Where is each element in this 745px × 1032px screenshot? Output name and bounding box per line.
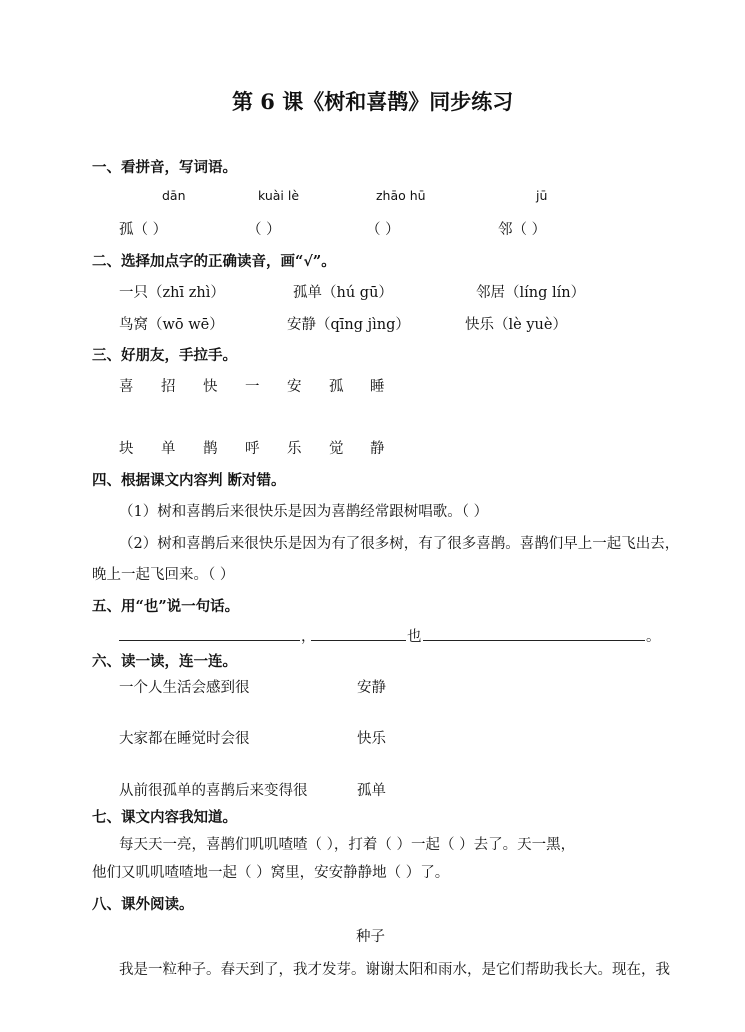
connect-left-1[interactable]: 一个人生活会感到很 <box>119 680 250 696</box>
sentence-blank-3[interactable] <box>423 640 645 641</box>
pinyin-2: kuài lè <box>258 188 300 203</box>
judge-question-2-cont[interactable]: 晚上一起飞回来。（ ） <box>92 567 235 583</box>
word-blank-2[interactable]: （ ） <box>247 222 281 238</box>
reading-line-1: 我是一粒种子。春天到了，我才发芽。谢谢太阳和雨水，是它们帮助我长大。现在，我 <box>119 962 670 978</box>
sentence-period: 。 <box>646 629 661 645</box>
connect-left-2[interactable]: 大家都在睡觉时会很 <box>119 731 250 747</box>
choice-4[interactable]: 鸟窝（wō wē） <box>119 317 224 333</box>
choice-5[interactable]: 安静（qīng jìng） <box>287 317 410 333</box>
match-char[interactable]: 块 <box>119 441 134 457</box>
word-blank-1[interactable]: 孤（ ） <box>119 222 168 238</box>
match-char[interactable]: 鹊 <box>203 441 218 457</box>
match-char[interactable]: 乐 <box>287 441 302 457</box>
match-char[interactable]: 安 <box>287 379 302 395</box>
page-title: 第 6 课《树和喜鹊》同步练习 <box>232 89 514 114</box>
word-blank-3[interactable]: （ ） <box>366 222 400 238</box>
choice-1[interactable]: 一只（zhī zhì） <box>119 285 225 301</box>
section-5-heading: 五、用“也”说一句话。 <box>92 598 240 615</box>
connect-right-2[interactable]: 快乐 <box>357 731 386 747</box>
section-8-heading: 八、课外阅读。 <box>92 896 194 913</box>
connect-left-3[interactable]: 从前很孤单的喜鹊后来变得很 <box>119 783 308 799</box>
match-char[interactable]: 喜 <box>119 379 134 395</box>
fill-text-line-2[interactable]: 他们又叽叽喳喳地一起（ ）窝里，安安静静地（ ）了。 <box>92 865 450 881</box>
sentence-comma: ， <box>301 629 316 645</box>
pinyin-4: jū <box>536 188 548 203</box>
section-7-heading: 七、课文内容我知道。 <box>92 809 237 826</box>
pinyin-1: dān <box>162 188 186 203</box>
match-char[interactable]: 单 <box>161 441 176 457</box>
sentence-ye: 也 <box>407 629 422 645</box>
section-6-heading: 六、读一读，连一连。 <box>92 653 237 670</box>
reading-title: 种子 <box>356 929 385 945</box>
connect-right-3[interactable]: 孤单 <box>357 783 386 799</box>
match-char[interactable]: 觉 <box>329 441 344 457</box>
match-char[interactable]: 快 <box>203 379 218 395</box>
fill-text-line-1[interactable]: 每天天一亮，喜鹊们叽叽喳喳（ ），打着（ ）一起（ ）去了。天一黑， <box>119 837 576 853</box>
connect-right-1[interactable]: 安静 <box>357 680 386 696</box>
match-char[interactable]: 招 <box>161 379 176 395</box>
match-char[interactable]: 呼 <box>245 441 260 457</box>
pinyin-3: zhāo hū <box>376 188 426 203</box>
sentence-blank-2[interactable] <box>311 640 406 641</box>
choice-3[interactable]: 邻居（líng lín） <box>476 285 586 301</box>
sentence-blank-1[interactable] <box>119 640 300 641</box>
section-1-heading: 一、看拼音，写词语。 <box>92 159 237 176</box>
match-char[interactable]: 睡 <box>370 379 385 395</box>
choice-6[interactable]: 快乐（lè yuè） <box>465 317 567 333</box>
word-blank-4[interactable]: 邻（ ） <box>498 222 547 238</box>
match-char[interactable]: 静 <box>370 441 385 457</box>
section-3-heading: 三、好朋友，手拉手。 <box>92 347 237 364</box>
section-4-heading: 四、根据课文内容判 断对错。 <box>92 472 286 489</box>
match-char[interactable]: 一 <box>245 379 260 395</box>
match-char[interactable]: 孤 <box>329 379 344 395</box>
choice-2[interactable]: 孤单（hú gū） <box>293 285 393 301</box>
judge-question-1[interactable]: （1）树和喜鹊后来很快乐是因为喜鹊经常跟树唱歌。（ ） <box>119 504 489 520</box>
section-2-heading: 二、选择加点字的正确读音，画“√”。 <box>92 253 336 270</box>
judge-question-2[interactable]: （2）树和喜鹊后来很快乐是因为有了很多树，有了很多喜鹊。喜鹊们早上一起飞出去， <box>119 536 680 552</box>
